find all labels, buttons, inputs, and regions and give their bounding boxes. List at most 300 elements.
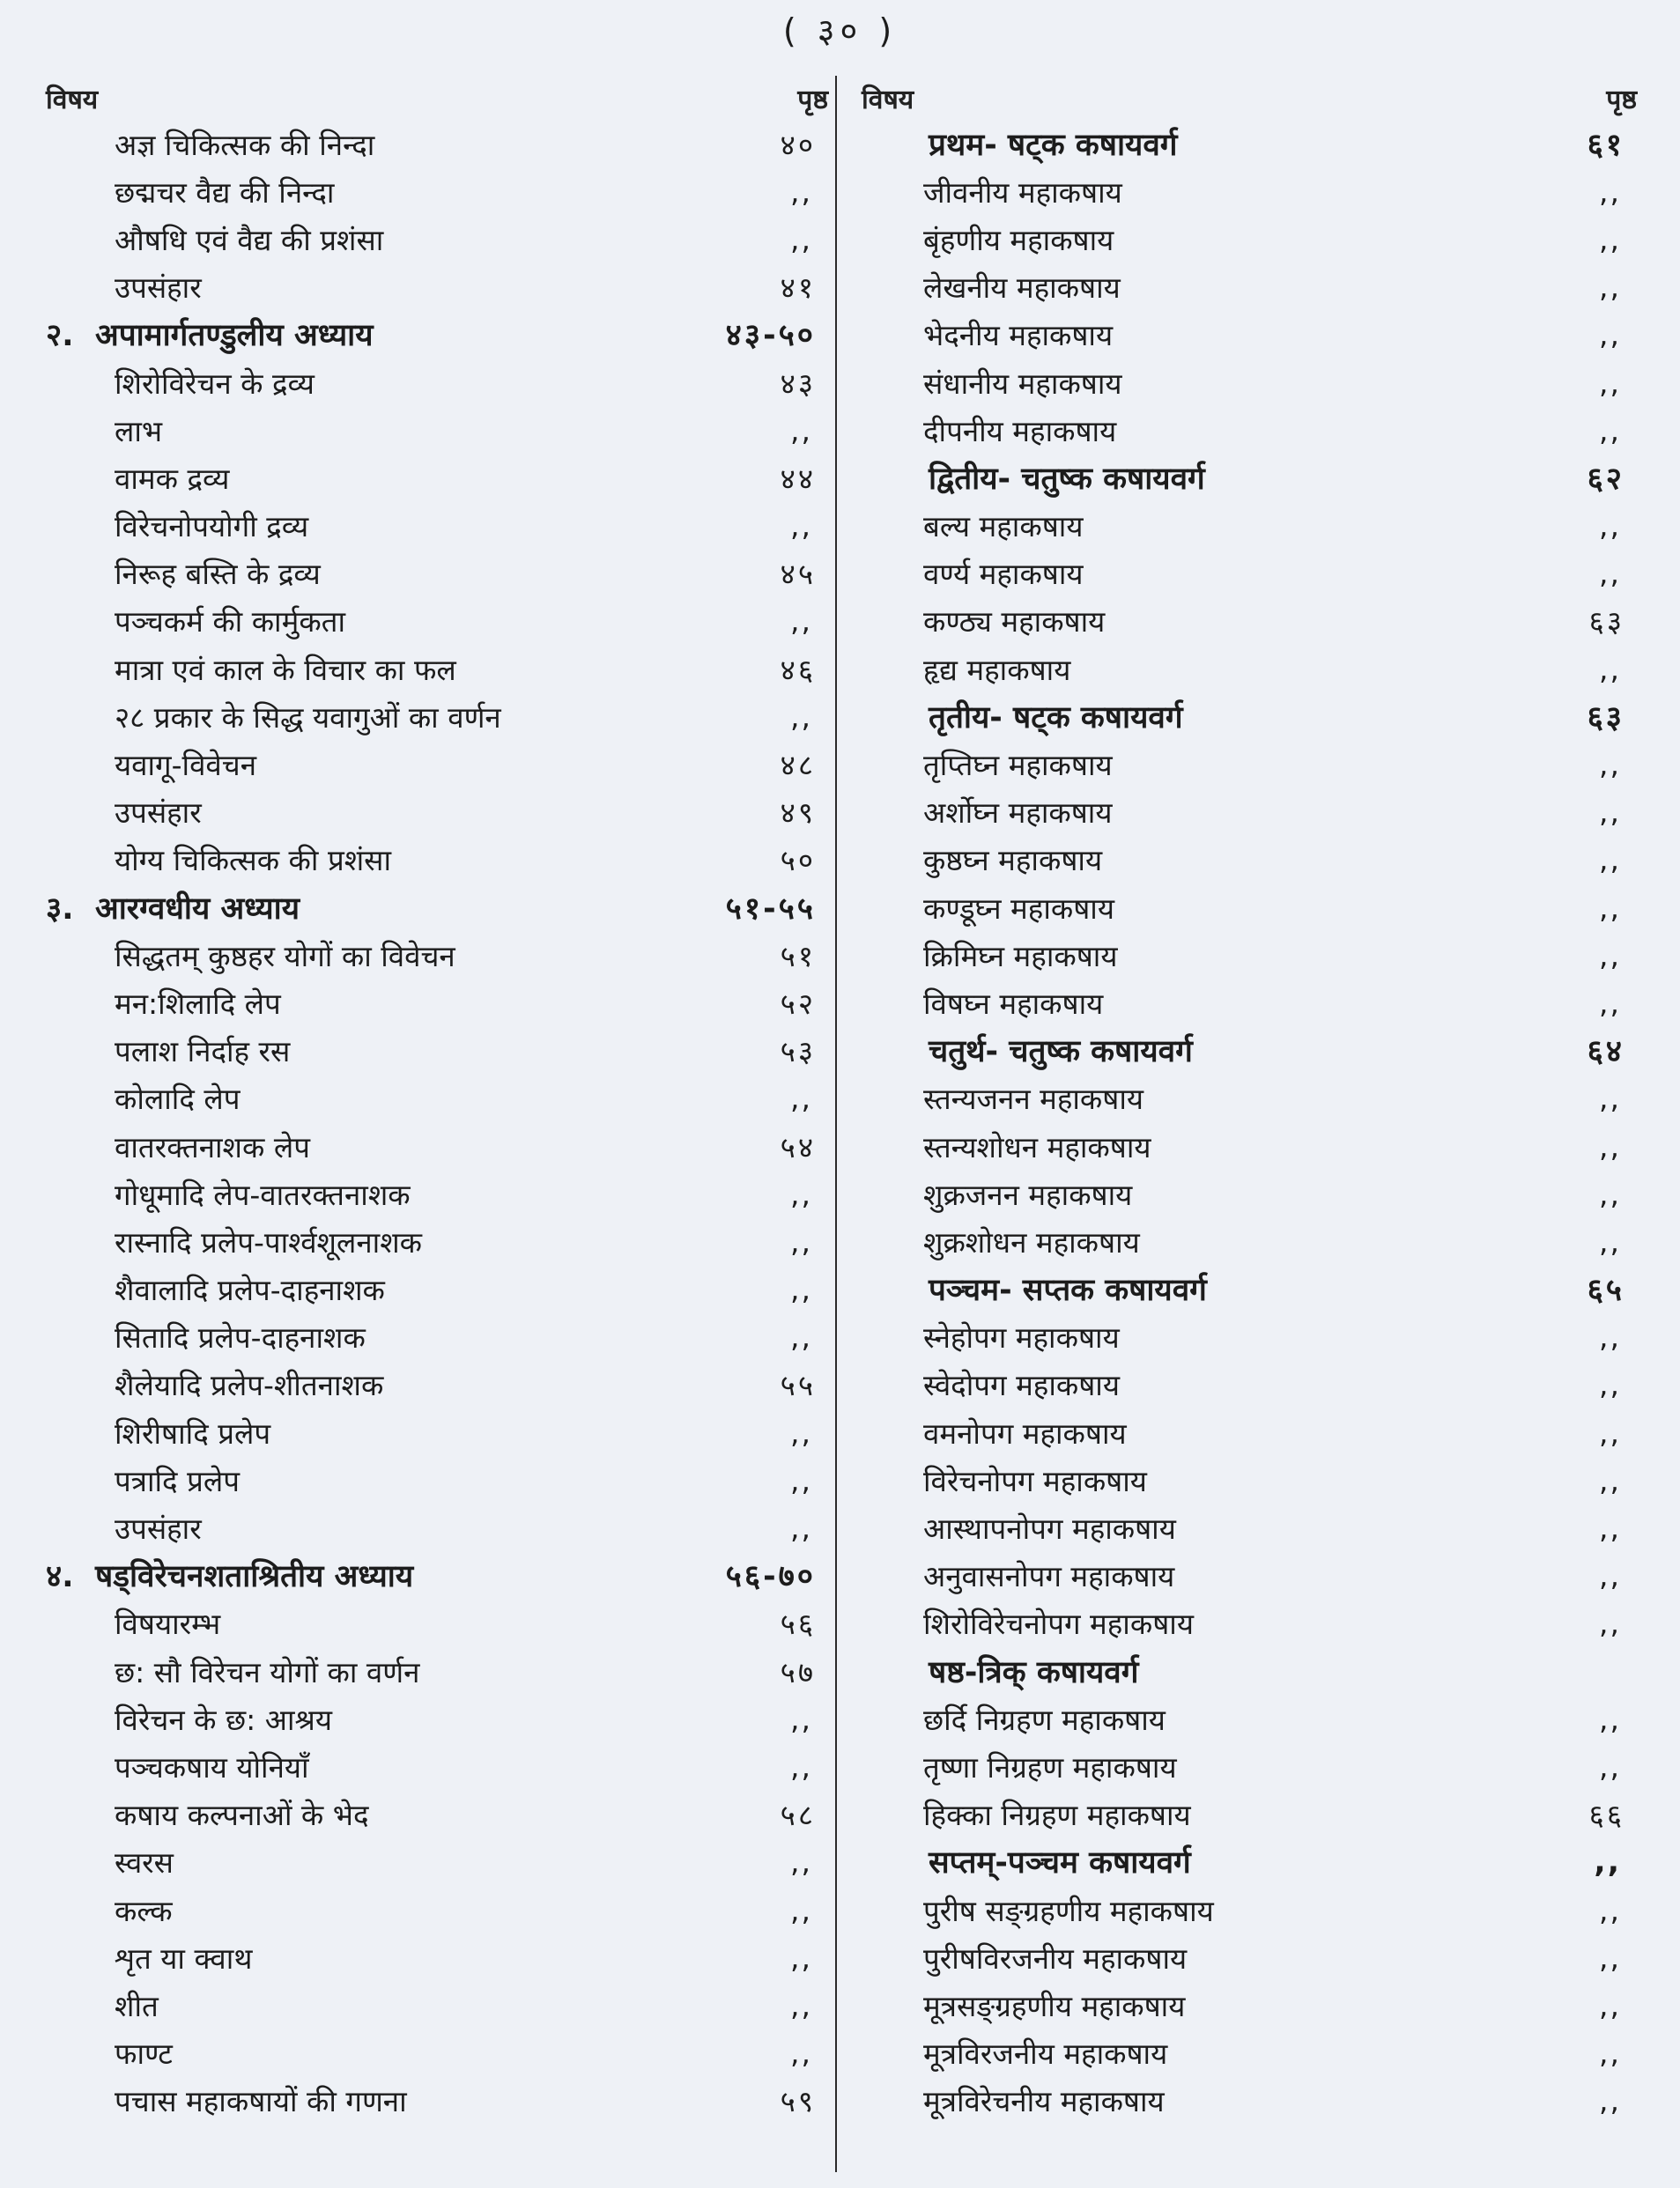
toc-title: [862, 1460, 1147, 1500]
toc-title-text: शिरीषादि प्रलेप: [115, 1416, 271, 1451]
toc-entry-row: [862, 215, 1637, 262]
toc-title: [862, 744, 1113, 784]
toc-page-number: ,,: [790, 1748, 812, 1784]
toc-title-text: पञ्चकर्म की कार्मुकता: [115, 604, 346, 639]
toc-title-text: सितादि प्रलेप-दाहनाशक: [115, 1320, 366, 1356]
toc-title-text: स्वरस: [115, 1845, 174, 1881]
toc-group-row: [862, 692, 1637, 740]
toc-title: [862, 1268, 1207, 1310]
toc-title: [46, 2081, 407, 2120]
toc-title: [862, 1127, 1151, 1166]
toc-page-number: ६३: [1588, 604, 1624, 639]
toc-title-text: औषधि एवं वैद्य की प्रशंसा: [115, 222, 384, 257]
toc-title-text: तृष्णा निग्रहण महाकषाय: [923, 1749, 1177, 1785]
toc-page-number: ,,: [1599, 842, 1621, 877]
toc-title-text: षष्ठ-त्रिक् कषायवर्ग: [929, 1654, 1139, 1690]
chapter-number: ३.: [46, 891, 74, 927]
toc-title: [46, 363, 315, 403]
toc-title-text: यवागू-विवेचन: [115, 748, 257, 783]
toc-title-text: शैवालादि प्रलेप-दाहनाशक: [115, 1273, 385, 1308]
toc-title-text: षड्विरेचनशताश्रितीय अध्याय: [95, 1559, 414, 1595]
toc-title: [46, 1938, 252, 1977]
toc-title: [862, 1317, 1120, 1356]
toc-page-number: ५६: [780, 1607, 816, 1642]
toc-title-text: छर्दि निग्रहण महाकषाय: [923, 1702, 1166, 1737]
toc-page-number: ,,: [1599, 1223, 1621, 1259]
toc-chapter-row: [46, 311, 828, 359]
toc-entry-row: [862, 836, 1637, 883]
toc-title: [862, 1747, 1177, 1786]
toc-title: [46, 1031, 290, 1070]
toc-title-text: निरूह बस्ति के द्रव्य: [115, 557, 321, 592]
toc-entry-row: [46, 1122, 828, 1170]
toc-entry-row: [862, 1886, 1637, 1933]
toc-title: [46, 887, 300, 928]
toc-page-number: ,,: [790, 1176, 812, 1211]
toc-title-text: मूत्रसङ्ग्रहणीय महाकषाय: [923, 1988, 1186, 2023]
toc-title: [862, 314, 1113, 354]
toc-title: [46, 506, 308, 545]
toc-page-number: ,,: [790, 1272, 812, 1307]
toc-entry-row: [46, 1217, 828, 1265]
toc-page-number: ४८: [780, 748, 816, 783]
toc-entry-row: [46, 1361, 828, 1408]
toc-group-row: [862, 454, 1637, 501]
toc-entry-row: [46, 692, 828, 740]
toc-title-text: शुक्रशोधन महाकषाय: [923, 1224, 1140, 1260]
toc-entry-row: [862, 1217, 1637, 1265]
toc-entry-row: [862, 1313, 1637, 1361]
toc-page-number: ,,: [1599, 1892, 1621, 1927]
toc-entry-row: [862, 311, 1637, 359]
toc-title: [862, 1174, 1132, 1214]
toc-title: [862, 2081, 1165, 2120]
toc-title-text: बल्य महाकषाय: [923, 509, 1084, 544]
toc-entry-row: [862, 931, 1637, 979]
toc-entry-row: [46, 1933, 828, 1981]
toc-title: [46, 124, 374, 164]
toc-page-number: ,,: [790, 412, 812, 447]
toc-title-text: पुरीषविरजनीय महाकषाय: [923, 1940, 1188, 1976]
toc-title-text: अज्ञ चिकित्सक की निन्दा: [115, 127, 375, 162]
toc-page-number: ,,: [1599, 365, 1621, 400]
toc-title: [46, 1985, 159, 2025]
toc-title-text: मात्रा एवं काल के विचार का फल: [115, 652, 456, 687]
toc-page-number: ४३-५०: [725, 318, 816, 354]
toc-entry-row: [46, 550, 828, 597]
toc-title-text: कण्डूघ्न महाकषाय: [923, 891, 1114, 926]
toc-page-number: ,,: [790, 508, 812, 543]
toc-page-number: ,,: [790, 603, 812, 639]
toc-entry-row: [46, 406, 828, 454]
toc-title: [46, 1413, 270, 1453]
toc-page-number: ६५: [1587, 1273, 1624, 1309]
toc-page-number: ४४: [780, 461, 816, 496]
toc-title-text: छद्मचर वैद्य की निन्दा: [115, 174, 335, 210]
toc-entry-row: [46, 454, 828, 501]
toc-entry-row: [862, 1791, 1637, 1838]
toc-title: [46, 1747, 309, 1786]
toc-title-text: आस्थापनोपग महाकषाय: [923, 1512, 1176, 1547]
right-toc-list: [862, 120, 1637, 2125]
toc-title-text: हिक्का निग्रहण महाकषाय: [923, 1798, 1191, 1833]
toc-page-number: ,,: [1599, 1319, 1621, 1355]
toc-entry-row: [46, 1742, 828, 1790]
toc-page-number: ,,: [1599, 1081, 1621, 1116]
toc-page-number: ४०: [780, 127, 816, 162]
toc-entry-row: [46, 1075, 828, 1122]
toc-entry-row: [862, 1075, 1637, 1122]
toc-title: [46, 601, 345, 640]
toc-title: [862, 172, 1122, 211]
toc-title-text: विरेचनोपयोगी द्रव्य: [115, 509, 309, 544]
toc-page-number: ६३: [1587, 699, 1624, 735]
toc-entry-row: [46, 1408, 828, 1456]
toc-page-number: ,,: [1599, 937, 1621, 972]
toc-title-text: पत्रादि प्रलेप: [115, 1463, 240, 1498]
toc-page-number: ,,: [1599, 1462, 1621, 1497]
toc-page-number: ,,: [790, 1511, 812, 1546]
toc-title-text: फाण्ट: [115, 2036, 173, 2072]
toc-title-text: दीपनीय महाकषाय: [923, 413, 1117, 448]
toc-entry-row: [862, 1408, 1637, 1456]
toc-page-number: ६१: [1587, 127, 1624, 163]
toc-title: [46, 1317, 366, 1356]
toc-title-text: गोधूमादि लेप-वातरक्तनाशक: [115, 1177, 411, 1212]
toc-title: [46, 1364, 383, 1404]
toc-title-text: शृत या क्वाथ: [115, 1940, 253, 1976]
toc-title-text: क्रिमिघ्न महाकषाय: [923, 938, 1118, 973]
toc-title-text: पचास महाकषायों की गणना: [115, 2084, 407, 2119]
toc-entry-row: [862, 597, 1637, 645]
toc-page-number: ,,: [790, 699, 812, 734]
toc-title-text: चतुर्थ- चतुष्क कषायवर्ग: [929, 1034, 1193, 1070]
toc-entry-row: [862, 1742, 1637, 1790]
toc-title: [46, 1603, 220, 1643]
toc-entry-row: [46, 502, 828, 550]
toc-page-number: ५५: [780, 1368, 816, 1403]
toc-title-text: उपसंहार: [115, 1512, 202, 1547]
toc-entry-row: [46, 2029, 828, 2077]
toc-page-number: ५३: [780, 1034, 816, 1069]
toc-title: [46, 1222, 422, 1261]
toc-title-text: पञ्चकषाय योनियाँ: [115, 1749, 309, 1785]
toc-entry-row: [862, 645, 1637, 692]
toc-entry-row: [862, 263, 1637, 311]
toc-entry-row: [862, 1600, 1637, 1647]
toc-title-text: हृद्य महाकषाय: [923, 652, 1071, 687]
toc-entry-row: [46, 1313, 828, 1361]
toc-title: [862, 1890, 1214, 1930]
toc-page-number: ,,: [1599, 1606, 1621, 1641]
toc-entry-row: [46, 1647, 828, 1695]
toc-title-text: तृतीय- षट्क कषायवर्ग: [929, 699, 1183, 735]
left-toc-list: [46, 120, 828, 2125]
toc-group-row: [862, 120, 1637, 167]
toc-page-number: ,,: [1599, 221, 1621, 256]
toc-page-number: ,,: [1599, 174, 1621, 209]
toc-title-text: शुक्रजनन महाकषाय: [923, 1177, 1133, 1212]
toc-entry-row: [862, 502, 1637, 550]
toc-chapter-row: [46, 883, 828, 931]
toc-title: [862, 1938, 1187, 1977]
toc-page-number: ,,: [1599, 2036, 1621, 2071]
toc-title: [862, 1556, 1174, 1595]
toc-title: [862, 1603, 1194, 1643]
toc-entry-row: [46, 836, 828, 883]
toc-group-row: [862, 1027, 1637, 1075]
toc-page-number: ५१-५५: [725, 891, 816, 927]
toc-title-text: मूत्रविरेचनीय महाकषाय: [923, 2084, 1165, 2119]
toc-page-number: ६६: [1588, 1798, 1624, 1833]
toc-page-number: ४९: [780, 795, 816, 831]
toc-title: [46, 1842, 174, 1881]
toc-title: [46, 458, 229, 498]
toc-entry-row: [862, 2077, 1637, 2125]
toc-entry-row: [46, 645, 828, 692]
toc-page-number: ,,: [790, 1844, 812, 1880]
toc-page-number: ४१: [780, 270, 816, 306]
right-column-header: [862, 76, 1637, 120]
toc-title: [46, 267, 202, 307]
toc-entry-row: [46, 1886, 828, 1933]
toc-title-text: योग्य चिकित्सक की प्रशंसा: [115, 843, 392, 878]
toc-page-number: ,,: [1599, 508, 1621, 543]
toc-entry-row: [862, 1456, 1637, 1504]
toc-title-text: २८ प्रकार के सिद्ध यवागुओं का वर्णन: [115, 699, 501, 735]
toc-page-number: ,,: [1599, 1415, 1621, 1450]
toc-title-text: जीवनीय महाकषाय: [923, 174, 1122, 210]
toc-group-row: [862, 1838, 1637, 1886]
toc-page-number: ,,: [790, 1223, 812, 1259]
toc-title: [862, 267, 1121, 307]
toc-page-number: ५२: [780, 986, 816, 1021]
page-heading: पृष्ठ: [797, 84, 828, 115]
toc-page-number: ,,: [790, 221, 812, 256]
toc-title: [862, 2033, 1167, 2073]
toc-title: [46, 792, 202, 832]
toc-title-text: शैलेयादि प्रलेप-शीतनाशक: [115, 1368, 384, 1403]
toc-page-number: ४६: [780, 652, 816, 687]
page-heading: पृष्ठ: [1606, 84, 1637, 115]
toc-title: [46, 1652, 419, 1691]
toc-title-text: स्वेदोपग महाकषाय: [923, 1368, 1120, 1403]
toc-entry-row: [46, 788, 828, 836]
toc-entry-row: [46, 1170, 828, 1217]
toc-title: [862, 983, 1103, 1023]
toc-title: [46, 219, 383, 259]
toc-entry-row: [862, 979, 1637, 1026]
toc-title-text: अनुवासनोपग महाकषाय: [923, 1559, 1175, 1594]
toc-page-number: ५४: [780, 1129, 816, 1164]
toc-entry-row: [862, 1504, 1637, 1551]
toc-entry-row: [46, 263, 828, 311]
toc-title: [46, 1460, 240, 1500]
toc-page-number: ५६-७०: [725, 1559, 816, 1595]
toc-page-number: ६४: [1587, 1034, 1624, 1070]
toc-entry-row: [862, 550, 1637, 597]
left-column-header: [46, 76, 828, 120]
toc-title-text: उपसंहार: [115, 270, 202, 306]
toc-entry-row: [46, 597, 828, 645]
toc-title-text: विषयारम्भ: [115, 1607, 221, 1642]
toc-title: [46, 1127, 310, 1166]
toc-page-number: ५७: [780, 1654, 816, 1689]
toc-page-number: ,,: [790, 174, 812, 209]
toc-title-text: स्तन्यजनन महाकषाय: [923, 1082, 1144, 1117]
toc-title: [46, 649, 456, 689]
toc-page-number: ,,: [790, 1940, 812, 1975]
toc-title: [46, 697, 501, 736]
toc-title-text: उपसंहार: [115, 795, 202, 831]
page-number: ( ३० ): [782, 11, 898, 50]
toc-title: [862, 1413, 1127, 1453]
toc-title: [46, 839, 391, 879]
toc-entry-row: [46, 359, 828, 406]
toc-entry-row: [862, 167, 1637, 215]
toc-title: [862, 1651, 1138, 1692]
toc-title: [46, 553, 321, 593]
toc-entry-row: [862, 1695, 1637, 1742]
toc-group-row: [862, 1266, 1637, 1313]
toc-title: [46, 1699, 332, 1739]
toc-title: [862, 1030, 1193, 1071]
toc-page-number: ५९: [780, 2084, 816, 2119]
toc-title-text: छ: सौ विरेचन योगों का वर्णन: [115, 1654, 420, 1689]
toc-entry-row: [46, 1838, 828, 1886]
toc-title: [46, 2033, 173, 2073]
toc-page-number: ,,: [1599, 1987, 1621, 2022]
toc-title: [46, 1555, 413, 1596]
toc-page-number: ,,: [790, 1319, 812, 1355]
toc-title: [46, 314, 374, 355]
right-column: [862, 76, 1637, 2125]
toc-title: [862, 363, 1122, 403]
toc-page-number: ५८: [780, 1798, 816, 1833]
toc-title: [862, 123, 1178, 165]
toc-entry-row: [46, 2077, 828, 2125]
toc-title-text: लाभ: [115, 413, 163, 448]
toc-title-text: वर्ण्य महाकषाय: [923, 557, 1084, 592]
toc-title: [862, 601, 1105, 640]
toc-title: [46, 1174, 411, 1214]
toc-page-number: ,,: [790, 1701, 812, 1736]
toc-page-number: ,,: [790, 1987, 812, 2022]
toc-title-text: विषघ्न महाकषाय: [923, 986, 1104, 1021]
toc-page-number: ,,: [1599, 412, 1621, 447]
toc-title-text: प्रथम- षट्क कषायवर्ग: [929, 127, 1178, 163]
toc-group-row: [862, 1647, 1637, 1695]
toc-page-number: ४३: [780, 366, 816, 401]
toc-entry-row: [46, 1266, 828, 1313]
toc-entry-row: [46, 1504, 828, 1551]
toc-page-number: ,,: [1599, 985, 1621, 1020]
toc-entry-row: [46, 1981, 828, 2029]
toc-title-text: विरेचनोपग महाकषाय: [923, 1463, 1147, 1498]
toc-title-text: संधानीय महाकषाय: [923, 366, 1122, 401]
toc-page-number: ,,: [790, 1081, 812, 1116]
toc-title: [862, 553, 1084, 593]
toc-title-text: पुरीष सङ्ग्रहणीय महाकषाय: [923, 1893, 1214, 1928]
toc-title: [862, 1222, 1140, 1261]
toc-title-text: शीत: [115, 1988, 159, 2023]
toc-title: [862, 839, 1102, 879]
toc-entry-row: [46, 740, 828, 787]
toc-page-number: ,,: [790, 1892, 812, 1927]
toc-title-text: स्तन्यशोधन महाकषाय: [923, 1129, 1151, 1164]
toc-entry-row: [862, 1170, 1637, 1217]
toc-title: [862, 1508, 1176, 1548]
toc-entry-row: [46, 1791, 828, 1838]
toc-title: [46, 1508, 202, 1548]
toc-entry-row: [862, 359, 1637, 406]
toc-page-number: ,,: [1599, 1176, 1621, 1211]
toc-title: [46, 1078, 241, 1118]
toc-entry-row: [862, 788, 1637, 836]
toc-page-number: ६२: [1587, 461, 1624, 497]
toc-title-text: पलाश निर्दाह रस: [115, 1034, 291, 1069]
toc-title-text: कुष्ठघ्न महाकषाय: [923, 843, 1103, 878]
toc-page-number: ,,: [1599, 651, 1621, 686]
toc-entry-row: [862, 1552, 1637, 1600]
toc-title: [862, 696, 1183, 737]
toc-entry-row: [46, 1456, 828, 1504]
toc-title: [46, 1890, 173, 1930]
toc-entry-row: [46, 1027, 828, 1075]
toc-title: [46, 1269, 385, 1309]
toc-page-number: ,,: [1599, 747, 1621, 782]
toc-title: [862, 506, 1083, 545]
toc-title: [862, 1841, 1191, 1882]
toc-title: [862, 1364, 1120, 1404]
toc-title: [862, 935, 1117, 975]
toc-page-number: ,,: [1594, 1844, 1621, 1880]
toc-title-text: कषाय कल्पनाओं के भेद: [115, 1798, 369, 1833]
chapter-number: ४.: [46, 1559, 74, 1595]
toc-title-text: मूत्रविरजनीय महाकषाय: [923, 2036, 1168, 2072]
toc-title-text: सप्तम्-पञ्चम कषायवर्ग: [929, 1845, 1191, 1881]
toc-entry-row: [862, 1933, 1637, 1981]
toc-title: [46, 744, 256, 784]
toc-title-text: विरेचन के छ: आश्रय: [115, 1702, 332, 1737]
toc-title-text: अपामार्गतण्डुलीय अध्याय: [95, 318, 374, 354]
toc-title: [862, 792, 1113, 832]
toc-page-number: ,,: [790, 1415, 812, 1450]
toc-title-text: भेदनीय महाकषाय: [923, 318, 1114, 353]
toc-page-number: ,,: [1599, 1748, 1621, 1784]
toc-entry-row: [862, 406, 1637, 454]
toc-entry-row: [46, 120, 828, 167]
toc-title-text: सिद्धतम् कुष्ठहर योगों का विवेचन: [115, 938, 455, 973]
toc-title-text: कण्ठ्य महाकषाय: [923, 604, 1106, 639]
toc-entry-row: [46, 979, 828, 1026]
toc-title-text: पञ्चम- सप्तक कषायवर्ग: [929, 1273, 1207, 1309]
toc-page-number: ,,: [1599, 1940, 1621, 1975]
toc-page-number: ,,: [1599, 2083, 1621, 2118]
toc-title: [46, 1794, 368, 1834]
toc-title: [862, 219, 1114, 259]
toc-title-text: शिरोविरेचनोपग महाकषाय: [923, 1607, 1194, 1642]
toc-page-number: ,,: [1599, 556, 1621, 591]
toc-page-number: ४५: [780, 557, 816, 592]
toc-page-number: ,,: [1599, 317, 1621, 352]
toc-entry-row: [46, 1600, 828, 1647]
toc-entry-row: [862, 1361, 1637, 1408]
toc-page-number: ५०: [780, 843, 816, 878]
toc-chapter-row: [46, 1552, 828, 1600]
toc-title-text: अर्शोघ्न महाकषाय: [923, 795, 1113, 831]
toc-title: [862, 1985, 1185, 2025]
